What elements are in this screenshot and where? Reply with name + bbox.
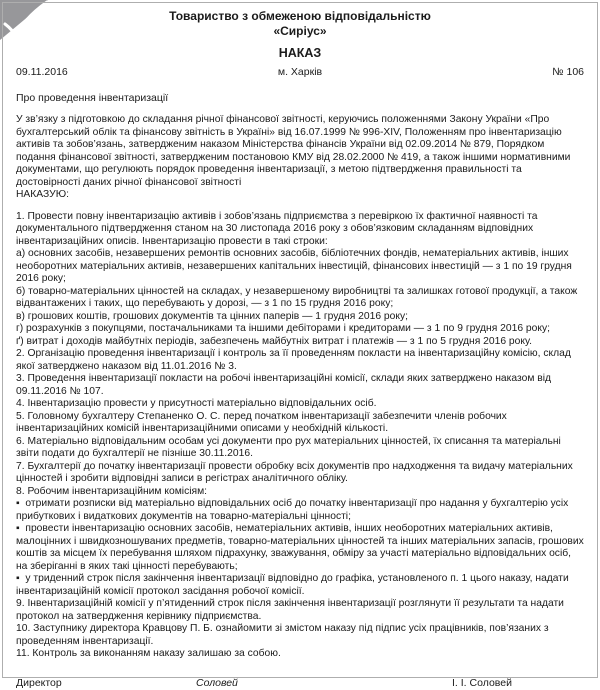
order-paragraph: г) розрахунків з покупцями, постачальниками та іншими дебіторами і кредиторами — з 1 по 9 грудня 2016 року;	[16, 323, 551, 334]
order-items	[16, 211, 584, 661]
preamble-text: У зв’язку з підготовкою до складання річної фінансової звітності, керуючись положеннями Закону України «Про бухгалтерський облік та фінансову звітність в Україні» від 16.07.1999 № 996-XIV, Положенням про інвентаризацію активів та зобов’язань, затвердженим наказом Міністерства фінансів України від 02.09.2014 № 879, Порядком подання фінансової звітності, затвердженим постановою КМУ від 28.02.2000 № 419, а також іншими нормативними документами, що регулюють порядок проведення інвентаризації, з метою підтвердження правильності та достовірності даних річної фінансової звітності	[16, 114, 571, 188]
order-paragraph: 10. Заступнику директора Кравцову П. Б. ознайомити зі змістом наказу під підпис усіх працівників, пов’язаних з проведенням інвентаризації.	[16, 623, 549, 647]
document-date: 09.11.2016	[16, 66, 68, 78]
document-header	[16, 9, 584, 61]
company-name: Товариство з обмеженою відповідальністю	[169, 9, 431, 23]
document-subject: Про проведення інвентаризації	[16, 92, 169, 104]
order-paragraph: 7. Бухгалтерії до початку інвентаризації провести обробку всіх документів про надходження та видачу матеріальних цінностей і зробити відповідні записи в регістрах аналітичного обліку.	[16, 460, 573, 484]
document-city: м. Харків	[277, 66, 323, 78]
order-bullet-item: ▪ провести інвентаризацію основних засобів, нематеріальних активів, інших необоротних матеріальних активів, малоцінних і швидкозношуваних предметів, товарно-матеріальних цінностей та інших матеріальних запасів, грошових коштів за місцем їх перебування шляхом підрахунку, зважування, обміру за участі матеріально відповідальних осіб, на зберіганні в яких такі цінності перебувають;	[16, 523, 584, 572]
order-paragraph: 11. Контроль за виконанням наказу залишаю за собою.	[16, 648, 281, 659]
order-paragraph: 6. Матеріально відповідальним особам усі документи про рух матеріальних цінностей, їх списання та матеріальні звіти подати до бухгалтерії не пізніше 30.11.2016.	[16, 435, 561, 459]
document-meta-row	[16, 65, 584, 79]
order-bullet-item: ▪ отримати розписки від матеріально відповідальних осіб до початку інвентаризації про надання у бухгалтерію усіх прибуткових і видаткових документів на товарно-матеріальні цінності;	[16, 498, 569, 522]
document-number: № 106	[552, 66, 584, 78]
company-name-short: «Сиріус»	[273, 24, 327, 38]
order-paragraph: ґ) витрат і доходів майбутніх періодів, забезпечень майбутніх витрат і платежів — з 1 по 5 грудня 2016 року.	[16, 335, 532, 347]
page-border	[2, 2, 598, 689]
order-paragraph: в) грошових коштів, грошових документів та цінних паперів — 1 грудня 2016 року;	[16, 310, 408, 322]
order-paragraph: 3. Проведення інвентаризації покласти на робочі інвентаризаційні комісії, склади яких затверджено наказом від 09.11.2016 № 107.	[16, 373, 552, 397]
resolution-keyword: НАКАЗУЮ:	[16, 189, 69, 200]
order-paragraph: 9. Інвентаризаційній комісії у п’ятиденний строк після закінчення інвентаризації розглянути її результати та надати протокол на затвердження керівнику підприємства.	[16, 598, 564, 622]
signer-position: Директор	[16, 676, 62, 689]
document-title: НАКАЗ	[278, 46, 322, 60]
signer-full-name: І. І. Соловей	[452, 676, 512, 689]
order-paragraph: 2. Організацію проведення інвентаризації і контроль за її проведенням покласти на інвентаризаційну комісію, склад якої затверджено наказом від 11.01.2016 № 3.	[16, 348, 571, 372]
order-paragraph: 5. Головному бухгалтеру Степаненко О. С. перед початком інвентаризації забезпечити членів робочих інвентаризаційних комісій інвентаризаційними описами у необхідній кількості.	[16, 410, 507, 434]
order-paragraph: 4. Інвентаризацію провести у присутності матеріально відповідальних осіб.	[16, 398, 377, 409]
order-paragraph: а) основних засобів, незавершених ремонтів основних засобів, бібліотечних фондів, нематеріальних активів, інших необоротних матеріальних активів, незавершених капітальних інвестицій, фінансових інвестицій — з 1 по 19 грудня 2016 року;	[16, 248, 572, 284]
preamble	[16, 114, 584, 202]
order-bullet-item: ▪ у триденний строк після закінчення інвентаризації відповідно до графіка, установленого п. 1 цього наказу, надати інвентаризаційній комісії протокол засідання робочої комісії.	[16, 573, 569, 597]
signature-row	[16, 676, 584, 690]
order-paragraph: 1. Провести повну інвентаризацію активів і зобов’язань підприємства з перевіркою їх фактичної наявності та документального підтвердження станом на 30 листопада 2016 року з обов’язковим складанням відповідних інвентаризаційних описів. Інвентаризацію провести в такі строки:	[16, 210, 538, 247]
order-paragraph: б) товарно-матеріальних цінностей на складах, у незавершеному виробництві та залишках готової продукції, а також відвантажених і таких, що перебувають у дорозі, — з 1 по 15 грудня 2016 року;	[16, 285, 578, 309]
order-paragraph: 8. Робочим інвентаризаційним комісіям:	[16, 485, 208, 497]
signature-handwriting: Соловей	[196, 676, 238, 689]
